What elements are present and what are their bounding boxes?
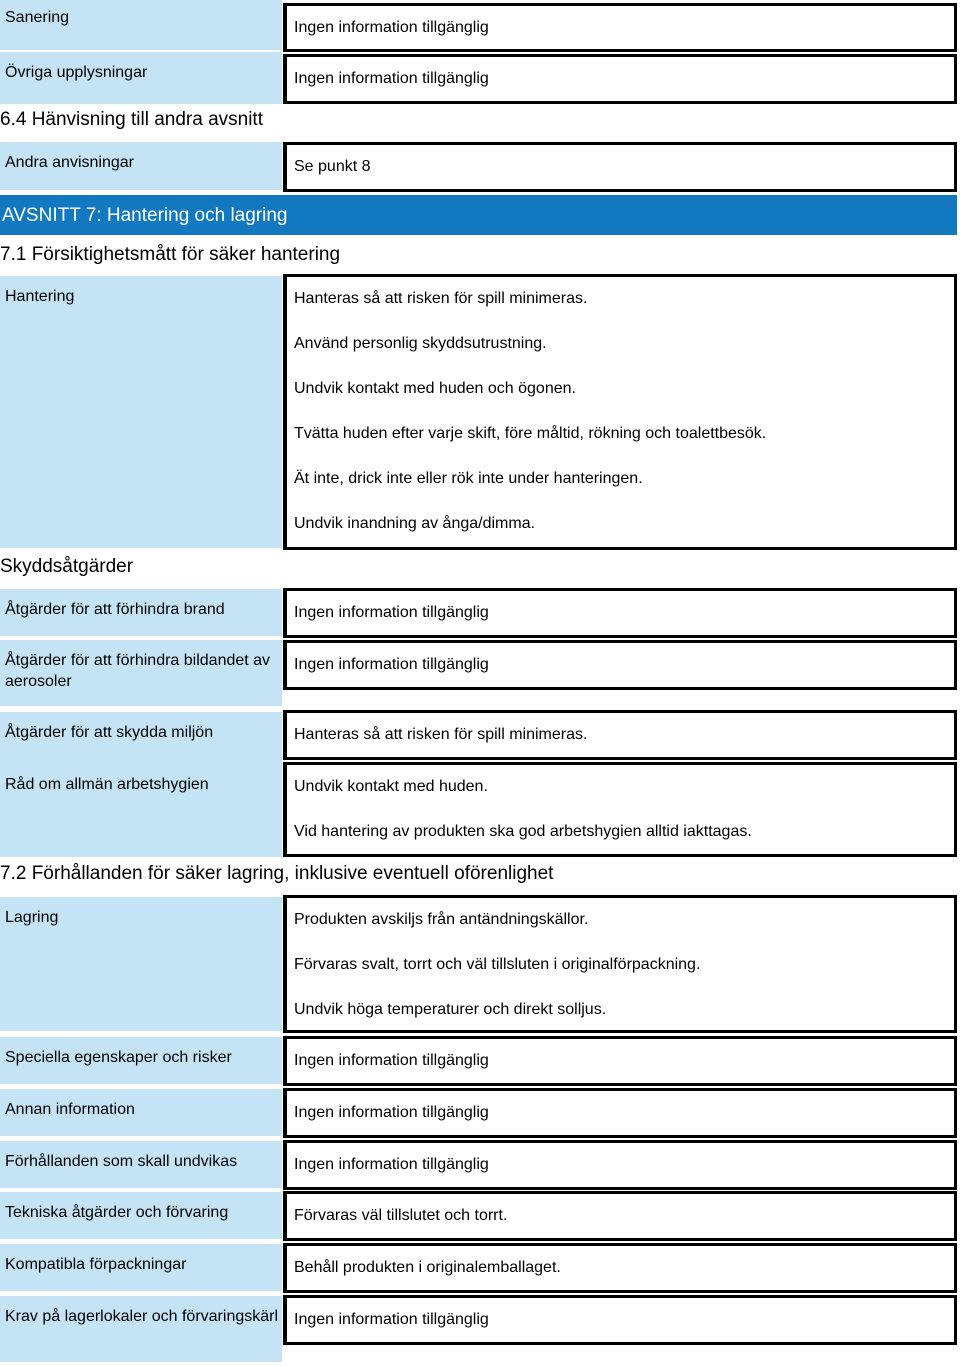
- heading-7-2: 7.2 Förhållanden för säker lagring, inklusive eventuell oförenlighet: [0, 863, 554, 884]
- row-value-sanering: Ingen information tillgänglig: [283, 3, 957, 52]
- row-label-hantering: Hantering: [0, 276, 282, 548]
- row-label-tekniska-atgarder: Tekniska åtgärder och förvaring: [0, 1192, 282, 1239]
- row-value-arbetshygien: [283, 762, 957, 857]
- lagring-line: Undvik höga temperaturer och direkt solljus.: [294, 1001, 607, 1018]
- row-value-miljon: Hanteras så att risken för spill minimeras.: [283, 710, 957, 760]
- row-value-hantering: [283, 274, 957, 550]
- heading-7-1: 7.1 Försiktighetsmått för säker hantering: [0, 244, 341, 265]
- row-label-arbetshygien: Råd om allmän arbetshygien: [0, 764, 282, 857]
- row-label-ovriga: Övriga upplysningar: [0, 52, 282, 104]
- row-value-lagring: [283, 895, 957, 1033]
- row-label-annan-information: Annan information: [0, 1089, 282, 1136]
- row-value-brand: Ingen information tillgänglig: [283, 588, 957, 638]
- lagring-line: Förvaras svalt, torrt och väl tillsluten i originalförpackning.: [294, 956, 701, 973]
- hantering-line: Använd personlig skyddsutrustning.: [294, 335, 547, 352]
- row-value-andra-anvisningar: Se punkt 8: [283, 142, 957, 192]
- row-value-tekniska-atgarder: Förvaras väl tillslutet och torrt.: [283, 1191, 957, 1241]
- hantering-line: Hanteras så att risken för spill minimeras.: [294, 290, 588, 307]
- row-value-kompatibla-forpackningar: Behåll produkten i originalemballaget.: [283, 1243, 957, 1293]
- hantering-line: Undvik kontakt med huden och ögonen.: [294, 380, 576, 397]
- row-value-annan-information: Ingen information tillgänglig: [283, 1088, 957, 1138]
- row-value-ovriga: Ingen information tillgänglig: [283, 54, 957, 104]
- row-label-krav-lagerlokaler: Krav på lagerlokaler och förvaringskärl: [0, 1296, 282, 1362]
- row-value-krav-lagerlokaler: Ingen information tillgänglig: [283, 1295, 957, 1345]
- lagring-line: Produkten avskiljs från antändningskällor.: [294, 911, 589, 928]
- hantering-line: Ät inte, drick inte eller rök inte under hanteringen.: [294, 470, 643, 487]
- row-label-andra-anvisningar: Andra anvisningar: [0, 142, 282, 190]
- row-value-aerosoler: Ingen information tillgänglig: [283, 640, 957, 690]
- hantering-line: Tvätta huden efter varje skift, före måltid, rökning och toalettbesök.: [294, 425, 767, 442]
- row-label-brand: Åtgärder för att förhindra brand: [0, 589, 282, 636]
- row-label-kompatibla-forpackningar: Kompatibla förpackningar: [0, 1244, 282, 1291]
- row-value-speciella-egenskaper: Ingen information tillgänglig: [283, 1036, 957, 1086]
- row-label-lagring: Lagring: [0, 897, 282, 1031]
- hygien-line: Vid hantering av produkten ska god arbetshygien alltid iakttagas.: [294, 823, 752, 840]
- row-label-sanering: Sanering: [0, 0, 282, 50]
- row-value-forhallanden: Ingen information tillgänglig: [283, 1140, 957, 1190]
- row-label-aerosoler: Åtgärder för att förhindra bildandet av aerosoler: [0, 640, 282, 706]
- heading-skyddsatgarder: Skyddsåtgärder: [0, 556, 134, 577]
- hygien-line: Undvik kontakt med huden.: [294, 778, 488, 795]
- row-label-forhallanden: Förhållanden som skall undvikas: [0, 1141, 282, 1188]
- row-label-speciella-egenskaper: Speciella egenskaper och risker: [0, 1037, 282, 1084]
- section-7-title-bar: AVSNITT 7: Hantering och lagring: [0, 195, 957, 235]
- heading-6-4: 6.4 Hänvisning till andra avsnitt: [0, 109, 263, 130]
- row-label-miljon: Åtgärder för att skydda miljön: [0, 712, 282, 764]
- hantering-line: Undvik inandning av ånga/dimma.: [294, 515, 536, 532]
